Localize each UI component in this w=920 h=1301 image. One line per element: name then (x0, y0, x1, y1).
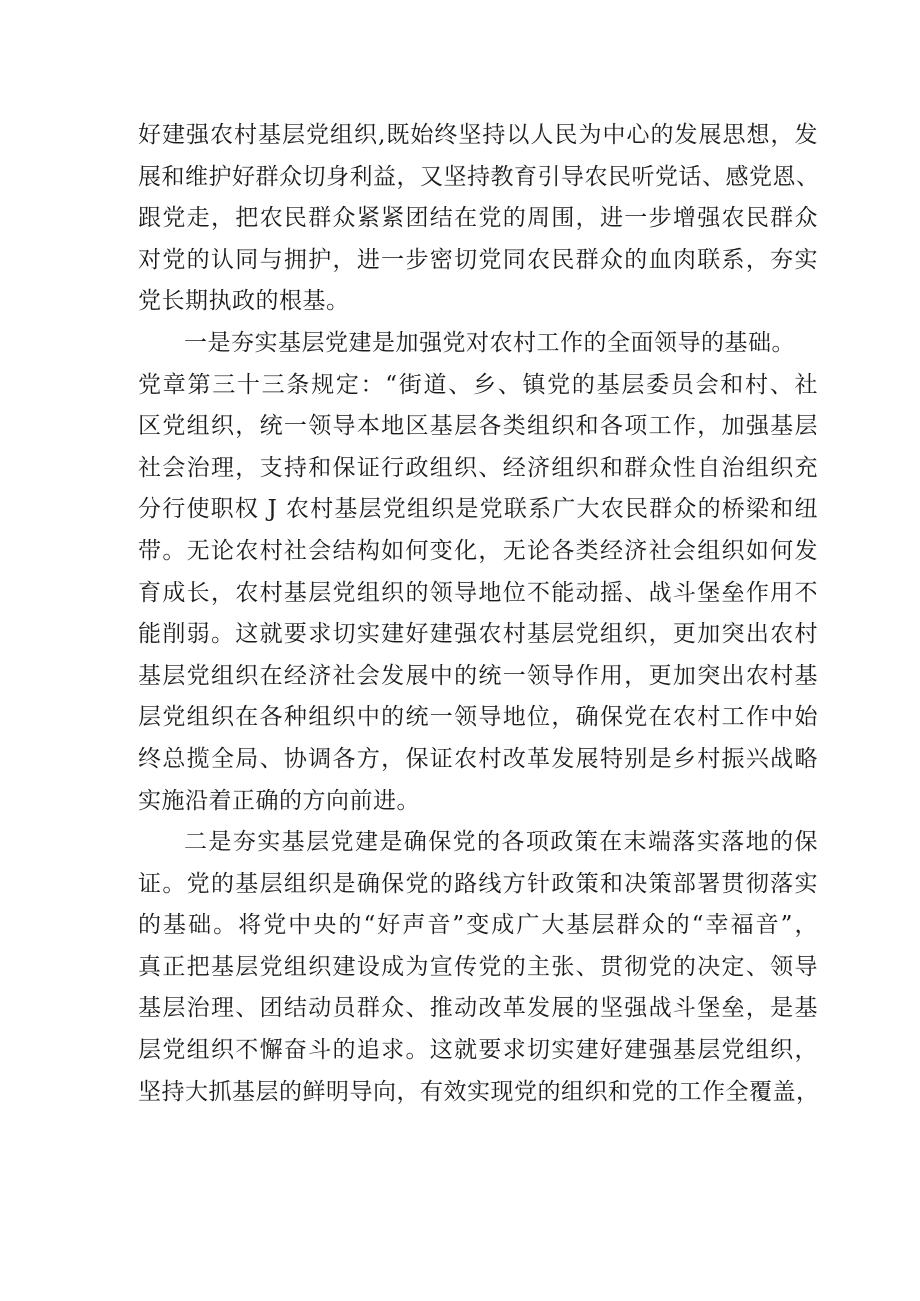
text-line: 终总揽全局、协调各方，保证农村改革发展特别是乡村振兴战略 (138, 745, 818, 772)
text-line: 实施沿着正确的方向前进。 (138, 787, 420, 814)
text-line: 层党组织在各种组织中的统一领导地位，确保党在农村工作中始 (138, 704, 818, 731)
body-text (138, 115, 818, 1113)
text-line: 展和维护好群众切身利益，又坚持教育引导农民听党话、感党恩、 (138, 163, 820, 190)
text-line: 基层治理、团结动员群众、推动改革发展的坚强战斗堡垒，是基 (138, 995, 818, 1022)
text-line: 带。无论农村社会结构如何变化，无论各类经济社会组织如何发 (138, 537, 818, 564)
text-line: 证。党的基层组织是确保党的路线方针政策和决策部署贯彻落实 (138, 870, 818, 897)
text-line: 党长期执政的根基。 (138, 288, 350, 315)
paragraph-2 (138, 323, 818, 822)
paragraph-heading-line: 二是夯实基层党建是确保党的各项政策在末端落实落地的保 (184, 829, 818, 856)
text-line: 对党的认同与拥护，进一步密切党同农民群众的血肉联系，夯实 (138, 246, 818, 273)
text-line: 党章第三十三条规定：“街道、乡、镇党的基层委员会和村、社 (138, 371, 818, 398)
text-line: 分行使职权 J 农村基层党组织是党联系广大农民群众的桥梁和纽 (138, 496, 818, 523)
text-line: 育成长，农村基层党组织的领导地位不能动摇、战斗堡垒作用不 (138, 579, 818, 606)
paragraph-3 (138, 822, 818, 1113)
text-line: 坚持大抓基层的鲜明导向，有效实现党的组织和党的工作全覆盖， (138, 1078, 820, 1105)
text-line: 跟党走，把农民群众紧紧团结在党的周围，进一步增强农民群众 (138, 205, 818, 232)
text-line: 层党组织不懈奋斗的追求。这就要求切实建好建强基层党组织， (138, 1037, 818, 1064)
text-line: 能削弱。这就要求切实建好建强农村基层党组织，更加突出农村 (138, 621, 818, 648)
paragraph-1 (138, 115, 818, 323)
text-line: 区党组织，统一领导本地区基层各类组织和各项工作，加强基层 (138, 413, 818, 440)
text-line: 的基础。将党中央的“好声音”变成广大基层群众的“幸福音”， (138, 912, 818, 939)
text-line: 好建强农村基层党组织,既始终坚持以人民为中心的发展思想，发 (138, 122, 818, 148)
text-line: 基层党组织在经济社会发展中的统一领导作用，更加突出农村基 (138, 662, 818, 689)
text-line: 社会治理，支持和保证行政组织、经济组织和群众性自治组织充 (138, 454, 818, 481)
text-line: 真正把基层党组织建设成为宣传党的主张、贯彻党的决定、领导 (138, 953, 818, 980)
paragraph-heading-line: 一是夯实基层党建是加强党对农村工作的全面领导的基础。 (184, 329, 795, 356)
